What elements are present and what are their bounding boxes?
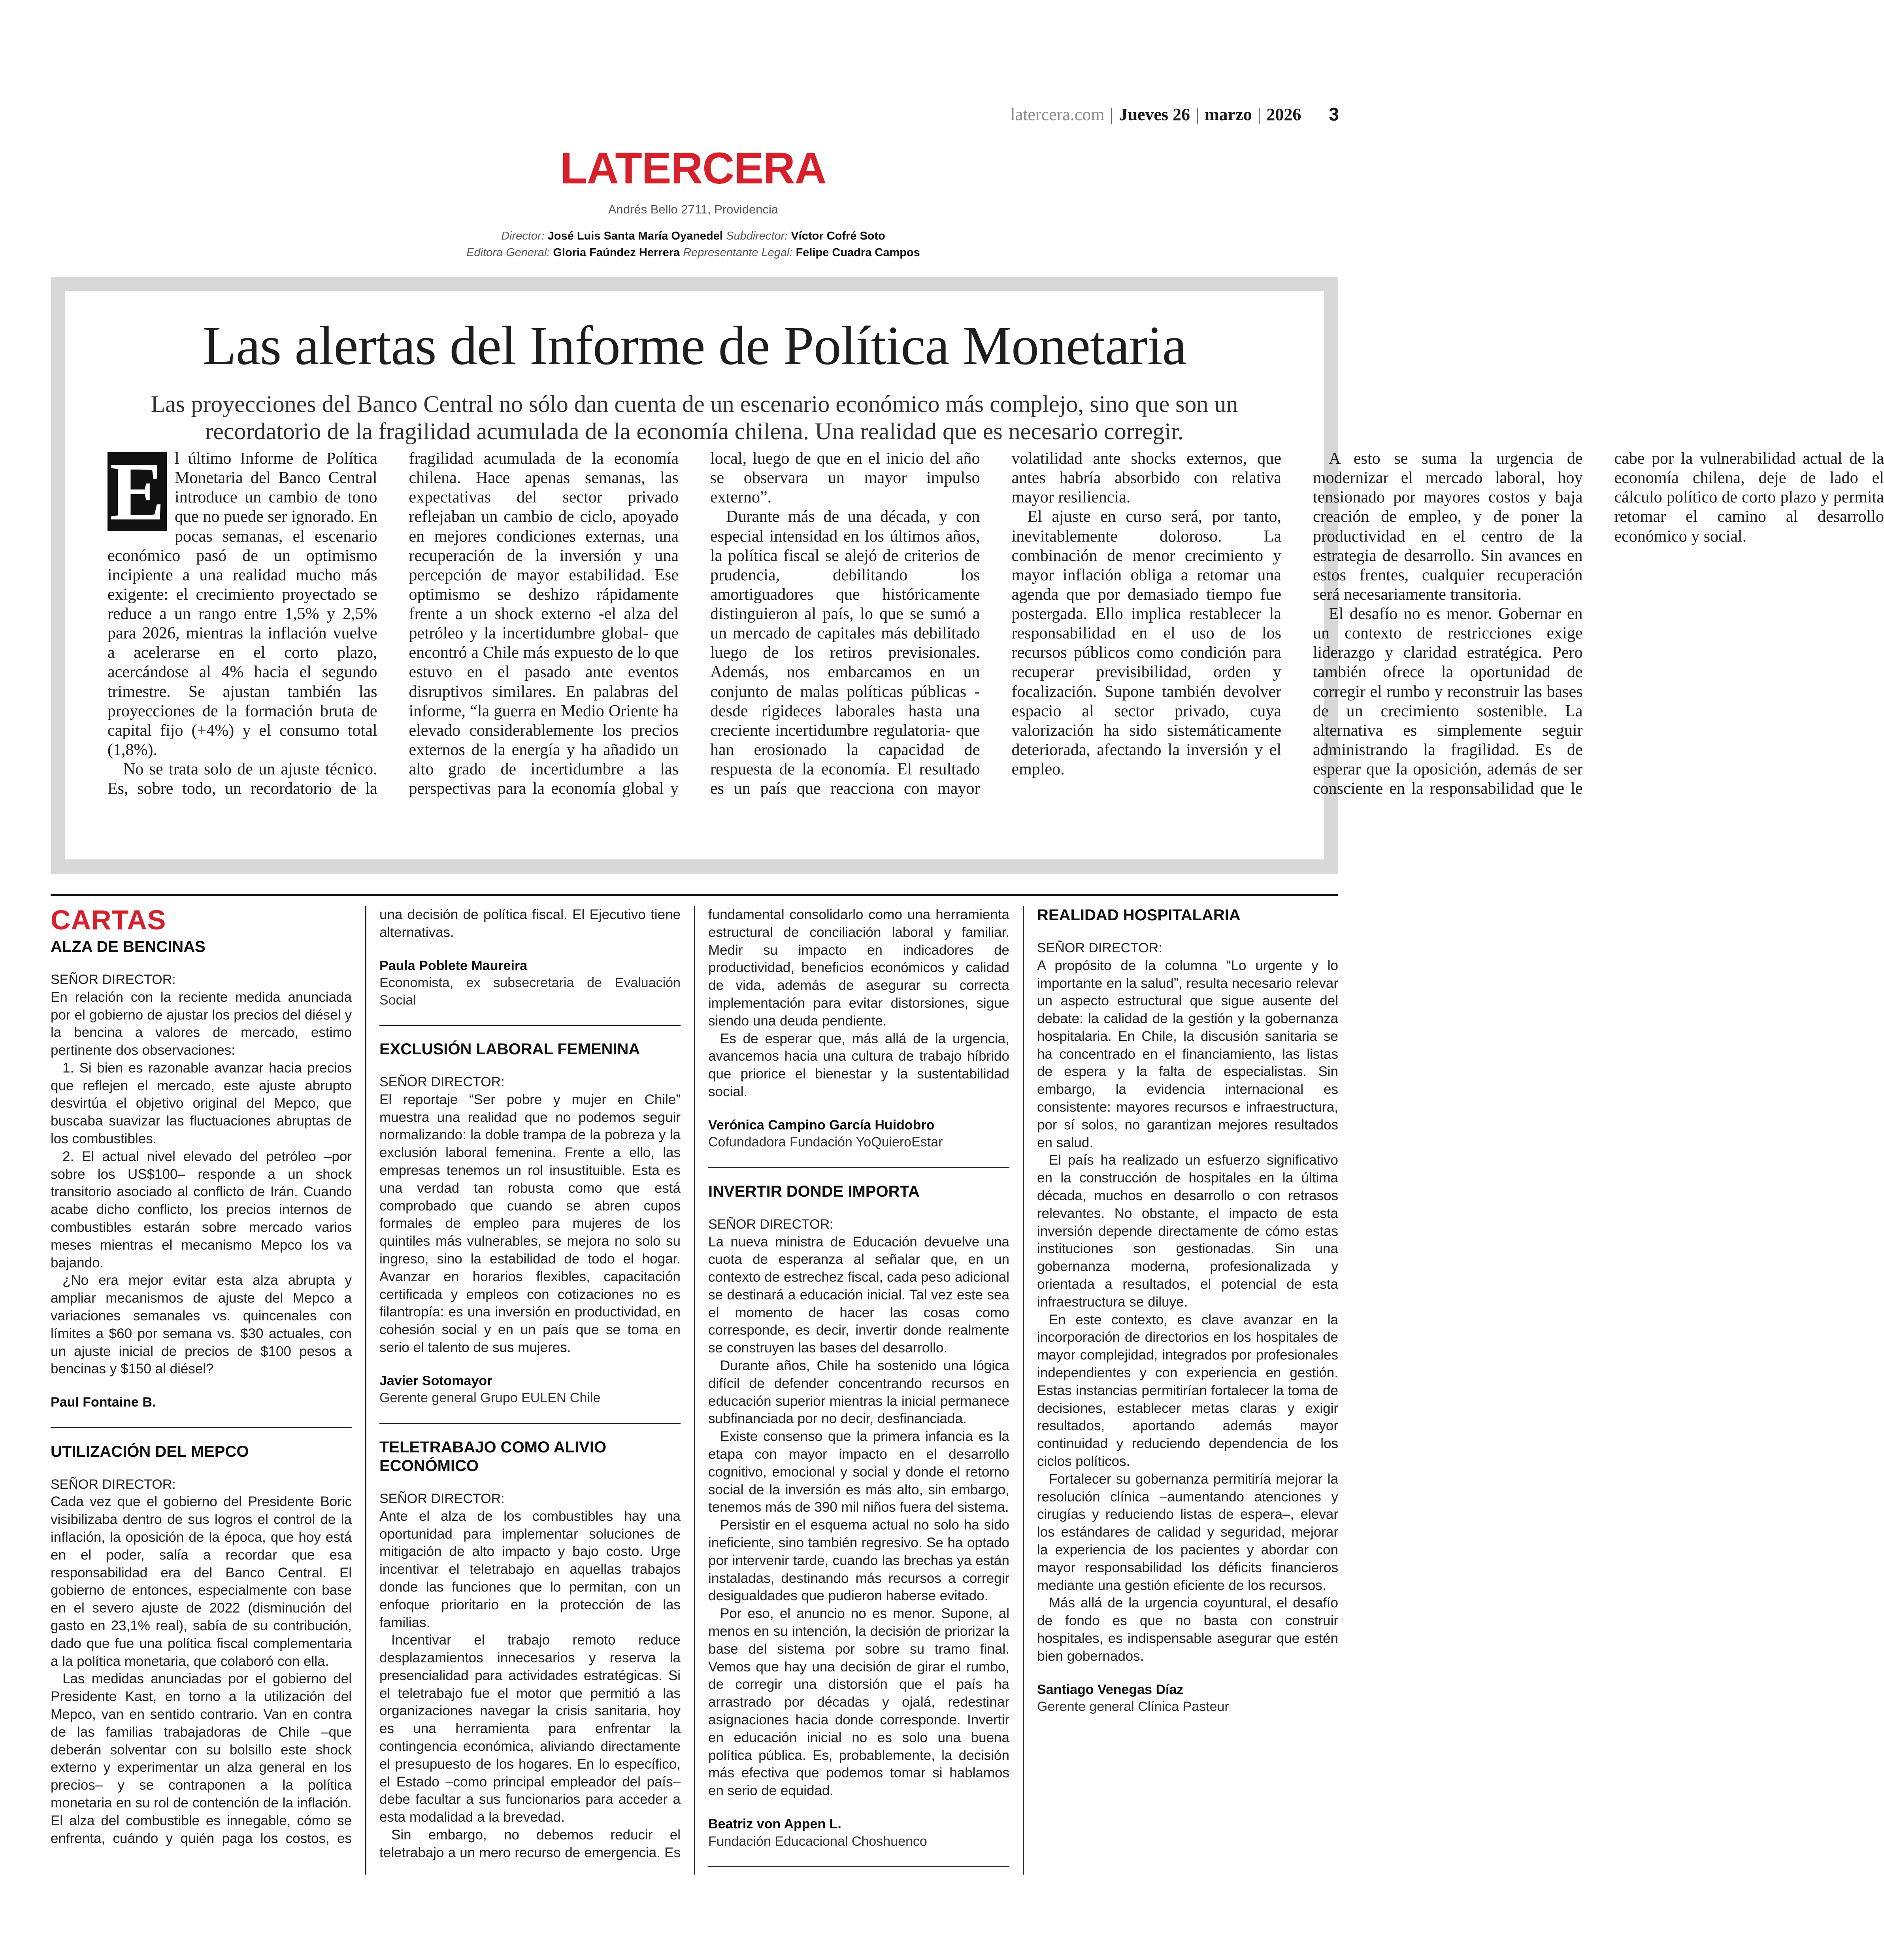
letter-divider bbox=[379, 1423, 681, 1424]
editorial-deck: Las proyecciones del Banco Central no sólo dan cuenta de un escenario económico más complejo, sino que son un recordatorio de la fragilidad acumulada de la economía chilena. Una realidad que es necesario corregir. bbox=[151, 391, 1238, 444]
editorial-title: Las alertas del Informe de Política Monetaria bbox=[202, 315, 1186, 376]
letter-paragraph: La nueva ministra de Educación devuelve una cuota de esperanza al señalar que, en un contexto de estrechez fiscal, cada peso adicional se destinará a educación inicial. Tal vez este sea el momento de hacer las cosas como corresponde, es decir, invertir donde realmente se construyen las bases del desarrollo. bbox=[708, 1234, 1009, 1356]
masthead bbox=[0, 146, 1386, 261]
editorial-paragraph: A esto se suma la urgencia de modernizar el mercado laboral, hoy tensionado por mayores costos y baja creación de empleo, y de poner la productividad en el centro de la estrategia de desarrollo. Sin avances en estos frentes, cualquier recuperación será necesariamente transitoria. bbox=[1313, 449, 1583, 604]
letter-signature: Paula Poblete Maureira bbox=[379, 958, 528, 973]
page-header-bar bbox=[1010, 104, 1339, 125]
letter-divider bbox=[708, 1866, 1009, 1867]
letter-signer-role: Gerente general Clínica Pasteur bbox=[1037, 1699, 1229, 1715]
editorial-box bbox=[51, 277, 1884, 874]
staff-line-2 bbox=[0, 244, 1386, 261]
page-number: 3 bbox=[1329, 104, 1339, 125]
editor-label: Editora General: bbox=[466, 246, 550, 259]
letter-signer-role: Cofundadora Fundación YoQuieroEstar bbox=[708, 1135, 943, 1150]
letter-signature: Javier Sotomayor bbox=[379, 1373, 492, 1388]
staff-line-1 bbox=[0, 228, 1386, 244]
letters-heading: CARTAS bbox=[51, 904, 166, 935]
subdirector-label: Subdirector: bbox=[726, 230, 788, 242]
separator: | bbox=[1110, 104, 1114, 124]
letter-paragraph: Más allá de la urgencia coyuntural, el desafío de fondo es que no basta con construir hospitales, es indispensable asegurar que estén bien gobernados. bbox=[1037, 1595, 1338, 1664]
separator: | bbox=[1196, 104, 1199, 124]
letter-signature: Paul Fontaine B. bbox=[51, 1395, 156, 1410]
letter-paragraph: En relación con la reciente medida anunciada por el gobierno de ajustar los precios del diésel y la bencina a valores de mercado, estimo pertinente dos observaciones: bbox=[51, 989, 352, 1058]
legal-name: Felipe Cuadra Campos bbox=[796, 246, 920, 259]
editorial-paragraph bbox=[107, 446, 377, 760]
letters-section bbox=[51, 906, 1338, 1875]
date-month: marzo bbox=[1204, 104, 1252, 124]
newspaper-logo: LATERCERA bbox=[560, 144, 826, 193]
letter-paragraph: Incentivar el trabajo remoto reduce desplazamientos innecesarios y reserva la presencialidad para actividades estratégicas. Si el teletrabajo fue el motor que permitió a las organizaciones navegar la crisis sanitaria, hoy es una herramienta para enfrentar la contingencia económica, aliviando directamente el presupuesto de los hogares. En lo específico, el Estado –como principal empleador del país– debe facultar a sus funcionarios para acceder a esta modalidad a la brevedad. bbox=[379, 1632, 681, 1825]
separator: | bbox=[1257, 104, 1261, 124]
letter-paragraph: Durante años, Chile ha sostenido una lógica difícil de defender concentrando recursos en educación superior mientras la inicial permanece subfinanciada por no decir, desfinanciada. bbox=[708, 1358, 1009, 1427]
drop-cap: E bbox=[107, 452, 167, 531]
date-year: 2026 bbox=[1266, 104, 1301, 124]
letter-signer-role: Fundación Educacional Choshuenco bbox=[708, 1833, 927, 1849]
editorial-paragraph: No se trata solo de un ajuste técnico. Es, sobre todo, un recordatorio de la fragilidad acumulada de la economía chilena. Hace apenas semanas, las expectativas del sector privado reflejaban un cambio de ciclo, apoyado en mejores condiciones externas, una recuperación de la inversión y una percepción de mayor estabilidad. Ese optimismo se deshizo rápidamente frente a un shock externo -el alza del petróleo y la incertidumbre global- que encontró a Chile más expuesto de lo que estuvo en el pasado ante eventos disruptivos similares. En palabras del informe, “la guerra en Medio Oriente ha elevado considerablemente los precios externos de la energía y ha añadido un alto grado de incertidumbre a las perspectivas para la economía global y local, luego de que en el inicio del año se observara un mayor impulso externo”. bbox=[107, 449, 980, 798]
letter-salutation: SEÑOR DIRECTOR: bbox=[51, 972, 176, 988]
letter-paragraph: En este contexto, es clave avanzar en la incorporación de directorios en los hospitales de mayor complejidad, integrados por profesionales independientes y con experiencia en gestión. Estas instancias permitirían fortalecer la toma de decisiones, establecer metas claras y exigir resultados, aportando además mayor continuidad y reduciendo dependencia de los ciclos políticos. bbox=[1037, 1312, 1338, 1469]
subdirector-name: Víctor Cofré Soto bbox=[791, 230, 885, 242]
letter-paragraph: 1. Si bien es razonable avanzar hacia precios que reflejen el mercado, este ajuste abrupto desvirtúa el objetivo original del Mepco, que buscaba suavizar las fluctuaciones abruptas de los combustibles. bbox=[51, 1060, 352, 1147]
section-rule bbox=[51, 894, 1338, 896]
letter-paragraph: Sin embargo, no debemos reducir el teletrabajo a un mero recurso de emergencia. Es fundamental consolidarlo como una herramienta estructural de conciliación laboral y familiar. Medir su impacto en indicadores de productividad, beneficios económicos y calidad de vida, además de asegurar su correcta implementación para evitar distorsiones, sigue siendo una deuda pendiente. bbox=[379, 907, 1009, 1860]
letter-paragraph: Existe consenso que la primera infancia es la etapa con mayor impacto en el desarrollo cognitivo, emocional y social y donde el retorno social de la inversión es más alto, sin embargo, tenemos más de 390 mil niños fuera del sistema. bbox=[708, 1429, 1009, 1515]
letter-paragraph: Las medidas anunciadas por el gobierno del Presidente Kast, en torno a la utilización del Mepco, van en sentido contrario. Van en contra de las familias trabajadoras de Chile –que deberán solventar con su bolsillo este shock externo y experimentar un alza general en los precios– y se contraponen a la política monetaria en su rol de contención de la inflación. El alza del combustible es innegable, cómo se enfrenta, cuándo y quién paga los costos, es una decisión de política fiscal. El Ejecutivo tiene alternativas. bbox=[51, 907, 681, 1846]
letter-signature: Beatriz von Appen L. bbox=[708, 1816, 841, 1832]
letter-paragraph: ¿No era mejor evitar esta alza abrupta y ampliar mecanismos de ajuste del Mepco a variaciones semanales vs. quincenales con límites a $60 por semana vs. $30 actuales, con un ajuste inicial de precios de $100 pesos a bencinas y $150 al diésel? bbox=[51, 1273, 352, 1377]
letter-paragraph: Es de esperar que, más allá de la urgencia, avancemos hacia una cultura de trabajo híbrido que priorice el bienestar y la sustentabilidad social. bbox=[708, 1031, 1009, 1099]
letter-salutation: SEÑOR DIRECTOR: bbox=[1037, 940, 1162, 956]
letter-divider bbox=[51, 1427, 352, 1428]
letter-salutation: SEÑOR DIRECTOR: bbox=[379, 1491, 505, 1507]
editorial-paragraph: Durante más de una década, y con especial intensidad en los últimos años, la política fiscal se alejó de criterios de prudencia, debilitando los amortiguadores que históricamente distinguieron al país, lo que se sumó a un mercado de capitales más debilitado luego de los retiros previsionales. Además, nos embarcamos en un conjunto de malas políticas públicas -desde rigideces laborales hasta una creciente incertidumbre regulatoria- que han erosionado la capacidad de respuesta de la economía. El resultado es un país que reacciona con mayor volatilidad ante shocks externos, que antes habría absorbido con relativa mayor resiliencia. bbox=[710, 449, 1281, 798]
letter-paragraph: Fortalecer su gobernanza permitiría mejorar la resolución clínica –aumentando atenciones y cirugías y reduciendo listas de espera–, elevar los estándares de calidad y seguridad, mejorar la experiencia de los pacientes y abordar con mayor responsabilidad los déficits financieros mediante una gestión eficiente de los recursos. bbox=[1037, 1471, 1338, 1593]
address: Andrés Bello 2711, Providencia bbox=[608, 202, 779, 216]
letter-title: TELETRABAJO COMO ALIVIO ECONÓMICO bbox=[379, 1438, 607, 1475]
editorial-body bbox=[107, 446, 1884, 805]
editorial-paragraph: El ajuste en curso será, por tanto, inevitablemente doloroso. La combinación de menor crecimiento y mayor inflación obliga a retomar una agenda que por demasiado tiempo fue postergada. Ello implica restablecer la responsabilidad en el uso de los recursos públicos como condición para recuperar previsibilidad, orden y focalización. Supone también devolver espacio al sector privado, cuya valorización ha sido sistemáticamente deteriorada, afectando la inversión y el empleo. bbox=[1011, 508, 1281, 778]
date-day: Jueves 26 bbox=[1119, 104, 1190, 124]
letter-signer-role: Gerente general Grupo EULEN Chile bbox=[379, 1390, 601, 1406]
letter-paragraph: A propósito de la columna “Lo urgente y lo importante en la salud”, resulta necesario relevar un aspecto estructural que sigue ausente del debate: la calidad de la gestión y la gobernanza hospitalaria. En Chile, la discusión sanitaria se ha concentrado en el financiamiento, las listas de espera y la falta de especialistas. Sin embargo, la evidencia internacional es consistente: mayores recursos e infraestructura, por sí solos, no garantizan mejores resultados en salud. bbox=[1037, 957, 1338, 1150]
letter-paragraph: 2. El actual nivel elevado del petróleo –por sobre los US$100– responde a un shock transitorio asociado al conflicto de Irán. Cuando acabe dicho conflicto, los precios internos de combustibles estarán sobre mercado varios meses mientras el mecanismo Mepco los va bajando. bbox=[51, 1148, 352, 1271]
site-url: latercera.com bbox=[1010, 104, 1105, 124]
letter-paragraph: Por eso, el anuncio no es menor. Supone, al menos en su intención, la decisión de priorizar la base del sistema por sobre su tramo final. Vemos que hay una decisión de girar el rumbo, de corregir una distorsión que el país ha arrastrado por décadas y ojalá, redestinar asignaciones hacia donde corresponde. Invertir en educación inicial no es solo una buena política pública. Es, probablemente, la decisión más efectiva que podemos tomar si hablamos en serio de equidad. bbox=[708, 1606, 1009, 1799]
director-label: Director: bbox=[501, 230, 545, 242]
letter-paragraph: Persistir en el esquema actual no solo ha sido ineficiente, sino también regresivo. Se ha optado por intervenir tarde, cuando las brechas ya están instaladas, destinando más recursos a corregir desigualdades que pudieron haberse evitado. bbox=[708, 1517, 1009, 1604]
director-name: José Luis Santa María Oyanedel bbox=[547, 230, 723, 242]
letter-title: ALZA DE BENCINAS bbox=[51, 938, 206, 955]
letter-signature: Verónica Campino García Huidobro bbox=[708, 1117, 935, 1133]
editorial-inner bbox=[65, 291, 1884, 859]
letter-paragraph: El país ha realizado un esfuerzo significativo en la construcción de hospitales en la última década, muchos en desarrollo o con retrasos relevantes. No obstante, el impacto de esta inversión depende directamente de cómo estas instituciones son gestionadas. Sin una gobernanza moderna, profesionalizada y orientada a resultados, el potencial de esta infraestructura se diluye. bbox=[1037, 1152, 1338, 1310]
editor-name: Gloria Faúndez Herrera bbox=[553, 246, 680, 259]
legal-label: Representante Legal: bbox=[683, 246, 793, 259]
letter-title: INVERTIR DONDE IMPORTA bbox=[708, 1182, 920, 1200]
letter-divider bbox=[379, 1025, 681, 1026]
editorial-paragraph: El desafío no es menor. Gobernar en un contexto de restricciones exige liderazgo y claridad estratégica. Pero también ofrece la oportunidad de corregir el rumbo y reconstruir las bases de un crecimiento sostenible. La alternativa es simplemente seguir administrando la fragilidad. Es de esperar que la oposición, además de ser consciente en la responsabilidad que le cabe por la vulnerabilidad actual de la economía chilena, deje de lado el cálculo político de corto plazo y permita retomar el camino al desarrollo económico y social. bbox=[1313, 449, 1884, 798]
letter-signature: Santiago Venegas Díaz bbox=[1037, 1682, 1184, 1697]
letter-paragraph: Cada vez que el gobierno del Presidente Boric visibilizaba dentro de sus logros el control de la inflación, la oposición de la época, que hoy está en el poder, salía a recordar que esa responsabilidad era del Banco Central. El gobierno de entonces, especialmente con base en el severo ajuste de 2022 (disminución del gasto en 23,1% real), sabía de su contribución, dado que fue una política fiscal complementaria a la política monetaria, que colaboró con ella. bbox=[51, 1494, 352, 1669]
letter-salutation: SEÑOR DIRECTOR: bbox=[708, 1216, 834, 1232]
staff-credits bbox=[0, 228, 1386, 261]
letter-title: UTILIZACIÓN DEL MEPCO bbox=[51, 1443, 249, 1460]
editorial-paragraph-text: l último Informe de Política Monetaria del Banco Central introduce un cambio de tono que no puede ser ignorado. En pocas semanas, el escenario económico pasó de un optimismo incipiente a una realidad mucho más exigente: el crecimiento proyectado se reduce a un rango entre 1,5% y 2,5% para 2026, mientras la inflación vuelve a acelerarse en el corto plazo, acercándose al 4% hacia el segundo trimestre. Se ajustan también las proyecciones de la formación bruta de capital fijo (+4%) y el consumo total (1,8%). bbox=[107, 449, 377, 759]
letter-paragraph: El reportaje “Ser pobre y mujer en Chile” muestra una realidad que no podemos seguir normalizando: la doble trampa de la pobreza y la exclusión laboral femenina. Frente a ello, las empresas tenemos un rol insustituible. Esta es una verdad tan robusta como que está comprobado que cuando se abren cupos formales de empleo para mujeres de los quintiles más vulnerables, se mejora no solo su ingreso, sino la estabilidad de todo el hogar. Avanzar en horarios flexibles, capacitación certificada y empleos con cotizaciones no es filantropía: es una inversión en productividad, en cohesión social y en un país que se toma en serio el talento de sus mujeres. bbox=[379, 1091, 681, 1355]
letter-title: EXCLUSIÓN LABORAL FEMENINA bbox=[379, 1040, 640, 1058]
letter-title: REALIDAD HOSPITALARIA bbox=[1037, 906, 1241, 924]
letter-salutation: SEÑOR DIRECTOR: bbox=[51, 1477, 176, 1492]
letter-signer-role: Economista, ex subsecretaria de Evaluación Social bbox=[379, 975, 681, 1008]
letter-divider bbox=[708, 1167, 1009, 1168]
letter-salutation: SEÑOR DIRECTOR: bbox=[379, 1074, 505, 1090]
letter-paragraph: Ante el alza de los combustibles hay una oportunidad para implementar soluciones de mitigación de alto impacto y bajo costo. Urge incentivar el teletrabajo en aquellas trabajos donde las funciones que lo permitan, con un enfoque prioritario en la protección de las familias. bbox=[379, 1508, 681, 1630]
